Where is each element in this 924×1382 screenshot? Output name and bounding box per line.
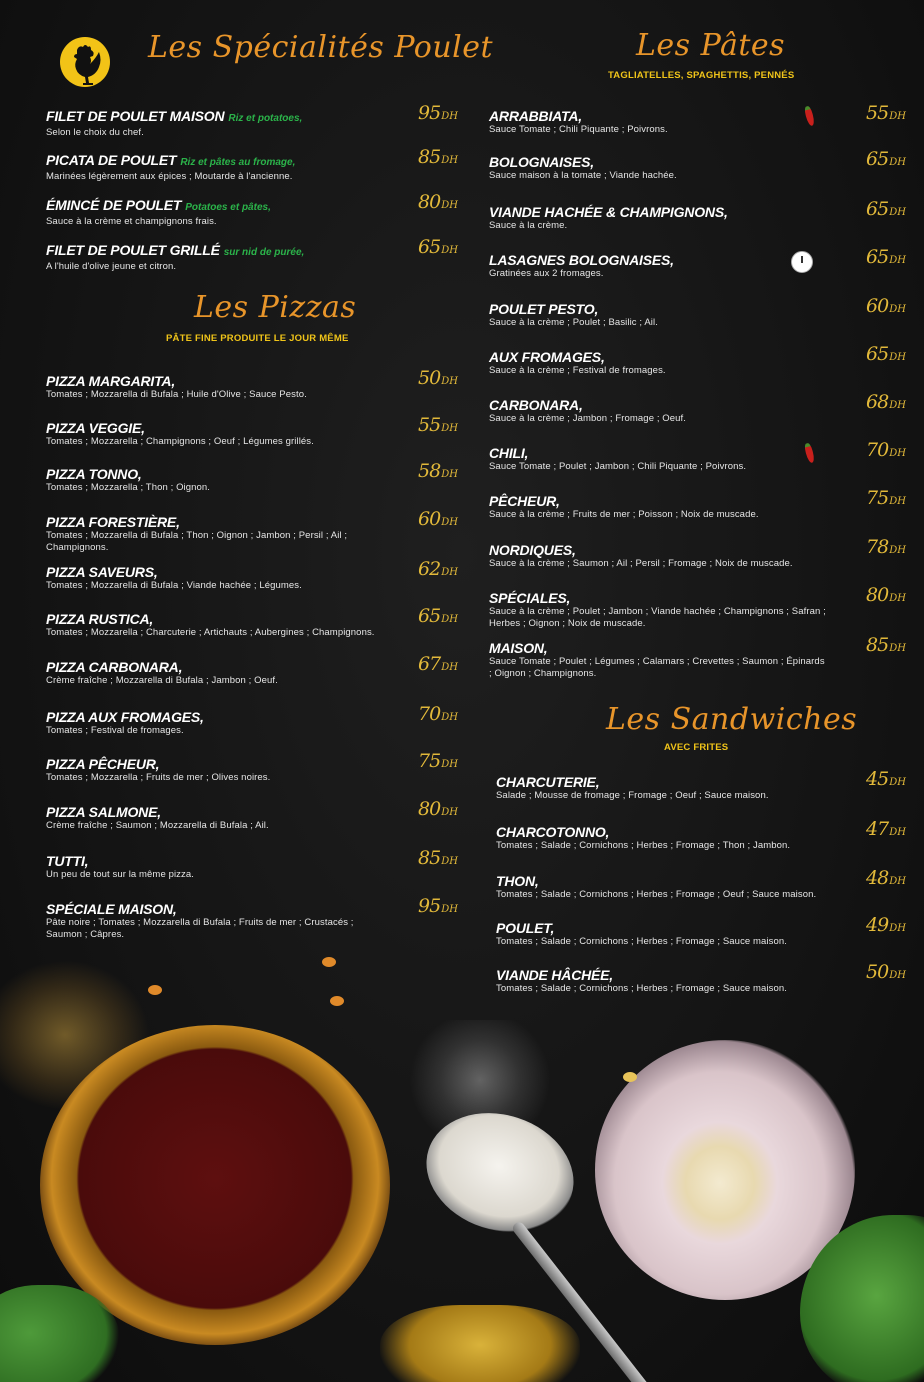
- item-price: [866, 961, 906, 983]
- item-description: Gratinées aux 2 fromages.: [489, 268, 604, 279]
- price-value: 80: [418, 191, 441, 213]
- price-value: 45: [866, 768, 889, 790]
- price-currency: DH: [889, 970, 906, 981]
- price-value: 55: [418, 414, 441, 436]
- item-name: [46, 709, 376, 725]
- price-value: 80: [866, 584, 889, 606]
- item-description: Tomates ; Mozzarella ; Fruits de mer ; Olives noires.: [46, 772, 271, 783]
- pates-item: [489, 154, 829, 182]
- item-description: Crème fraîche ; Mozzarella di Bufala ; Jambon ; Oeuf.: [46, 675, 278, 686]
- pizzas-item: [46, 756, 376, 784]
- pates-item: [489, 349, 829, 377]
- rooster-icon: [60, 37, 110, 87]
- price-value: 50: [418, 367, 441, 389]
- clock-icon: [791, 251, 813, 273]
- item-price: [866, 391, 906, 413]
- item-name: [46, 197, 376, 216]
- price-currency: DH: [889, 643, 906, 654]
- sandwiches-title: Les Sandwiches: [606, 702, 858, 737]
- item-name: [489, 445, 829, 461]
- item-price: [866, 148, 906, 170]
- pizzas-item: [46, 564, 376, 592]
- item-name-text: MAISON,: [489, 640, 548, 656]
- item-price: [866, 584, 906, 606]
- sandwiches-subtitle: AVEC FRITES: [664, 742, 729, 753]
- price-value: 85: [866, 634, 889, 656]
- item-name-text: SPÉCIALE MAISON,: [46, 901, 177, 917]
- pates-item: [489, 445, 829, 473]
- item-name-text: TUTTI,: [46, 853, 89, 869]
- price-value: 60: [866, 295, 889, 317]
- item-price: [866, 246, 906, 268]
- pates-item: [489, 542, 829, 570]
- item-name: [489, 252, 829, 268]
- item-description: Sauce Tomate ; Chili Piquante ; Poivrons.: [489, 124, 668, 135]
- item-price: [418, 414, 458, 436]
- item-description: Tomates ; Salade ; Cornichons ; Herbes ; Fromage ; Sauce maison.: [496, 936, 788, 947]
- item-name-text: VIANDE HACHÉE & CHAMPIGNONS,: [489, 204, 728, 220]
- item-price: [418, 236, 458, 258]
- price-value: 75: [866, 487, 889, 509]
- price-value: 65: [866, 148, 889, 170]
- item-description: Tomates ; Festival de fromages.: [46, 725, 184, 736]
- price-currency: DH: [889, 304, 906, 315]
- price-currency: DH: [441, 614, 458, 625]
- item-name-text: CARBONARA,: [489, 397, 583, 413]
- item-name-text: FILET DE POULET MAISON: [46, 108, 225, 124]
- price-value: 60: [418, 508, 441, 530]
- item-description: Sauce Tomate ; Poulet ; Légumes ; Calamars ; Crevettes ; Saumon ; Épinards ; Oignon ; Champignons.: [489, 656, 825, 679]
- price-currency: DH: [889, 207, 906, 218]
- price-currency: DH: [441, 807, 458, 818]
- item-price: [418, 367, 458, 389]
- poulet-item: [46, 152, 376, 183]
- item-price: [866, 295, 906, 317]
- item-name-text: PIZZA PÊCHEUR,: [46, 756, 160, 772]
- pizzas-item: [46, 853, 376, 881]
- sandwiches-item: [496, 774, 846, 802]
- item-price: [866, 768, 906, 790]
- item-name: [489, 493, 829, 509]
- item-name: [496, 873, 846, 889]
- sandwiches-item: [496, 967, 846, 995]
- item-name-text: CHARCOTONNO,: [496, 824, 610, 840]
- price-value: 62: [418, 558, 441, 580]
- lentil-icon: [322, 957, 336, 967]
- lentil-icon: [148, 985, 162, 995]
- item-name-text: VIANDE HÂCHÉE,: [496, 967, 613, 983]
- poulet-item: [46, 108, 376, 139]
- item-name-text: PIZZA MARGARITA,: [46, 373, 176, 389]
- item-description: A l'huile d'olive jeune et citron.: [46, 261, 177, 272]
- price-value: 47: [866, 818, 889, 840]
- item-name-text: THON,: [496, 873, 539, 889]
- item-price: [866, 634, 906, 656]
- price-currency: DH: [441, 155, 458, 166]
- item-description: Marinées légèrement aux épices ; Moutarde à l'ancienne.: [46, 171, 293, 182]
- item-name: [489, 204, 829, 220]
- pizzas-item: [46, 420, 376, 448]
- item-description: Tomates ; Mozzarella di Bufala ; Viande hachée ; Légumes.: [46, 580, 302, 591]
- price-value: 50: [866, 961, 889, 983]
- price-value: 48: [866, 867, 889, 889]
- price-currency: DH: [889, 448, 906, 459]
- item-name: [496, 920, 846, 936]
- price-currency: DH: [889, 255, 906, 266]
- item-name: [496, 967, 846, 983]
- price-value: 55: [866, 102, 889, 124]
- item-name: [46, 804, 376, 820]
- pizzas-item: [46, 901, 376, 940]
- item-description: Un peu de tout sur la même pizza.: [46, 869, 194, 880]
- item-price: [866, 536, 906, 558]
- price-currency: DH: [441, 856, 458, 867]
- item-name-text: PICATA DE POULET: [46, 152, 177, 168]
- price-value: 65: [866, 246, 889, 268]
- pates-item: [489, 108, 829, 136]
- item-name: [46, 659, 376, 675]
- item-name-text: CHARCUTERIE,: [496, 774, 600, 790]
- item-name: [46, 853, 376, 869]
- pates-item: [489, 640, 829, 679]
- price-currency: DH: [441, 759, 458, 770]
- pizzas-item: [46, 373, 376, 401]
- sandwiches-item: [496, 920, 846, 948]
- item-price: [418, 508, 458, 530]
- item-name-text: BOLOGNAISES,: [489, 154, 594, 170]
- price-value: 58: [418, 460, 441, 482]
- price-value: 70: [418, 703, 441, 725]
- price-currency: DH: [441, 712, 458, 723]
- item-name: [489, 154, 829, 170]
- item-name-text: PÊCHEUR,: [489, 493, 560, 509]
- pizzas-item: [46, 709, 376, 737]
- item-price: [866, 867, 906, 889]
- item-name: [489, 301, 829, 317]
- price-currency: DH: [441, 111, 458, 122]
- pates-item: [489, 493, 829, 521]
- item-price: [866, 439, 906, 461]
- item-name: [496, 824, 846, 840]
- price-value: 95: [418, 895, 441, 917]
- price-value: 85: [418, 847, 441, 869]
- price-currency: DH: [889, 352, 906, 363]
- item-name: [46, 611, 376, 627]
- item-description: Tomates ; Mozzarella di Bufala ; Huile d'Olive ; Sauce Pesto.: [46, 389, 307, 400]
- price-currency: DH: [889, 157, 906, 168]
- pizzas-subtitle: PÂTE FINE PRODUITE LE JOUR MÊME: [166, 333, 349, 344]
- item-name: [46, 756, 376, 772]
- sandwiches-item: [496, 873, 846, 901]
- item-price: [418, 191, 458, 213]
- pates-title: Les Pâtes: [636, 28, 786, 63]
- item-description: Sauce à la crème ; Saumon ; Ail ; Persil ; Fromage ; Noix de muscade.: [489, 558, 793, 569]
- item-price: [418, 798, 458, 820]
- item-description: Tomates ; Salade ; Cornichons ; Herbes ; Fromage ; Sauce maison.: [496, 983, 788, 994]
- item-description: Sauce maison à la tomate ; Viande hachée.: [489, 170, 677, 181]
- item-price: [418, 703, 458, 725]
- olive-oil-image: [380, 1305, 580, 1382]
- pizzas-title: Les Pizzas: [194, 290, 357, 325]
- price-currency: DH: [441, 662, 458, 673]
- item-name-text: SPÉCIALES,: [489, 590, 571, 606]
- item-price: [866, 102, 906, 124]
- item-name: [46, 373, 376, 389]
- item-name: [46, 152, 376, 171]
- pates-item: [489, 590, 829, 629]
- item-name-text: POULET PESTO,: [489, 301, 599, 317]
- price-currency: DH: [889, 593, 906, 604]
- item-name: [46, 514, 376, 530]
- item-price: [418, 653, 458, 675]
- item-description: Tomates ; Mozzarella di Bufala ; Thon ; Oignon ; Jambon ; Persil ; Ail ; Champignons.: [46, 530, 348, 553]
- item-description: Sauce à la crème ; Jambon ; Fromage ; Oeuf.: [489, 413, 687, 424]
- item-price: [866, 343, 906, 365]
- price-value: 65: [866, 343, 889, 365]
- item-name-text: FILET DE POULET GRILLÉ: [46, 242, 220, 258]
- item-description: Tomates ; Mozzarella ; Champignons ; Oeuf ; Légumes grillés.: [46, 436, 314, 447]
- price-currency: DH: [441, 469, 458, 480]
- price-currency: DH: [441, 517, 458, 528]
- pates-item: [489, 397, 829, 425]
- item-price: [866, 914, 906, 936]
- item-name-text: PIZZA SALMONE,: [46, 804, 161, 820]
- price-value: 65: [866, 198, 889, 220]
- item-note: Riz et potatoes,: [228, 113, 303, 124]
- item-description: Tomates ; Mozzarella ; Thon ; Oignon.: [46, 482, 211, 493]
- item-note: sur nid de purée,: [223, 247, 305, 258]
- item-price: [418, 102, 458, 124]
- price-currency: DH: [441, 376, 458, 387]
- item-name: [46, 108, 376, 127]
- price-value: 80: [418, 798, 441, 820]
- price-value: 85: [418, 146, 441, 168]
- item-name-text: PIZZA FORESTIÈRE,: [46, 514, 180, 530]
- item-name: [489, 349, 829, 365]
- item-name-text: ARRABBIATA,: [489, 108, 582, 124]
- item-description: Sauce à la crème et champignons frais.: [46, 216, 217, 227]
- item-name: [489, 108, 829, 124]
- item-description: Crème fraîche ; Saumon ; Mozzarella di Bufala ; Ail.: [46, 820, 269, 831]
- item-name: [46, 901, 376, 917]
- item-description: Sauce à la crème ; Poulet ; Jambon ; Viande hachée ; Champignons ; Safran ; Herbes ; Oignon ; Noix de muscade.: [489, 606, 826, 629]
- poulet-title: Les Spécialités Poulet: [148, 30, 494, 65]
- item-name-text: PIZZA TONNO,: [46, 466, 142, 482]
- item-description: Sauce à la crème.: [489, 220, 568, 231]
- pates-item: [489, 252, 829, 280]
- item-description: Selon le choix du chef.: [46, 127, 144, 138]
- item-description: Sauce à la crème ; Festival de fromages.: [489, 365, 666, 376]
- pates-item: [489, 301, 829, 329]
- price-currency: DH: [889, 496, 906, 507]
- item-name: [46, 466, 376, 482]
- item-note: Riz et pâtes au fromage,: [180, 157, 296, 168]
- pates-subtitle: TAGLIATELLES, SPAGHETTIS, PENNÉS: [608, 70, 795, 81]
- item-name: [489, 590, 829, 606]
- item-description: Sauce à la crème ; Poulet ; Basilic ; Ail.: [489, 317, 658, 328]
- item-description: Tomates ; Salade ; Cornichons ; Herbes ; Fromage ; Thon ; Jambon.: [496, 840, 791, 851]
- poulet-item: [46, 197, 376, 228]
- item-name-text: AUX FROMAGES,: [489, 349, 605, 365]
- price-currency: DH: [889, 777, 906, 788]
- item-price: [866, 818, 906, 840]
- item-price: [418, 895, 458, 917]
- price-currency: DH: [889, 400, 906, 411]
- item-name-text: CHILI,: [489, 445, 529, 461]
- price-currency: DH: [889, 923, 906, 934]
- item-name: [46, 564, 376, 580]
- price-currency: DH: [441, 904, 458, 915]
- price-value: 65: [418, 236, 441, 258]
- item-name-text: LASAGNES BOLOGNAISES,: [489, 252, 674, 268]
- item-description: Tomates ; Salade ; Cornichons ; Herbes ; Fromage ; Oeuf ; Sauce maison.: [496, 889, 817, 900]
- sandwiches-item: [496, 824, 846, 852]
- item-price: [418, 605, 458, 627]
- pates-item: [489, 204, 829, 232]
- item-name: [489, 397, 829, 413]
- item-name: [496, 774, 846, 790]
- price-currency: DH: [889, 827, 906, 838]
- item-name-text: NORDIQUES,: [489, 542, 576, 558]
- item-name-text: PIZZA AUX FROMAGES,: [46, 709, 204, 725]
- item-name-text: ÉMINCÉ DE POULET: [46, 197, 182, 213]
- item-price: [866, 198, 906, 220]
- item-price: [418, 750, 458, 772]
- item-price: [418, 460, 458, 482]
- item-description: Pâte noire ; Tomates ; Mozzarella di Bufala ; Fruits de mer ; Crustacés ; Saumon ; Câpres.: [46, 917, 354, 940]
- item-name: [489, 640, 829, 656]
- item-description: Tomates ; Mozzarella ; Charcuterie ; Artichauts ; Aubergines ; Champignons.: [46, 627, 375, 638]
- pizzas-item: [46, 804, 376, 832]
- price-value: 67: [418, 653, 441, 675]
- item-name: [46, 420, 376, 436]
- pizzas-item: [46, 514, 376, 553]
- pizzas-item: [46, 659, 376, 687]
- pizzas-item: [46, 466, 376, 494]
- item-name-text: PIZZA RUSTICA,: [46, 611, 154, 627]
- item-name-text: PIZZA CARBONARA,: [46, 659, 183, 675]
- price-value: 68: [866, 391, 889, 413]
- price-value: 78: [866, 536, 889, 558]
- poulet-item: [46, 242, 376, 273]
- item-name-text: POULET,: [496, 920, 555, 936]
- pizzas-item: [46, 611, 376, 639]
- price-value: 49: [866, 914, 889, 936]
- price-value: 75: [418, 750, 441, 772]
- item-price: [418, 847, 458, 869]
- price-currency: DH: [441, 200, 458, 211]
- price-currency: DH: [889, 876, 906, 887]
- lentil-icon: [623, 1072, 637, 1082]
- item-name: [489, 542, 829, 558]
- item-description: Sauce Tomate ; Poulet ; Jambon ; Chili Piquante ; Poivrons.: [489, 461, 747, 472]
- item-name-text: PIZZA SAVEURS,: [46, 564, 158, 580]
- item-description: Sauce à la crème ; Fruits de mer ; Poisson ; Noix de muscade.: [489, 509, 759, 520]
- item-name-text: PIZZA VEGGIE,: [46, 420, 145, 436]
- price-currency: DH: [441, 245, 458, 256]
- lentil-icon: [330, 996, 344, 1006]
- item-price: [866, 487, 906, 509]
- price-currency: DH: [889, 111, 906, 122]
- price-value: 70: [866, 439, 889, 461]
- item-price: [418, 146, 458, 168]
- item-description: Salade ; Mousse de fromage ; Fromage ; Oeuf ; Sauce maison.: [496, 790, 769, 801]
- price-currency: DH: [441, 423, 458, 434]
- price-value: 95: [418, 102, 441, 124]
- item-name: [46, 242, 376, 261]
- item-price: [418, 558, 458, 580]
- price-value: 65: [418, 605, 441, 627]
- price-currency: DH: [441, 567, 458, 578]
- item-note: Potatoes et pâtes,: [185, 202, 271, 213]
- price-currency: DH: [889, 545, 906, 556]
